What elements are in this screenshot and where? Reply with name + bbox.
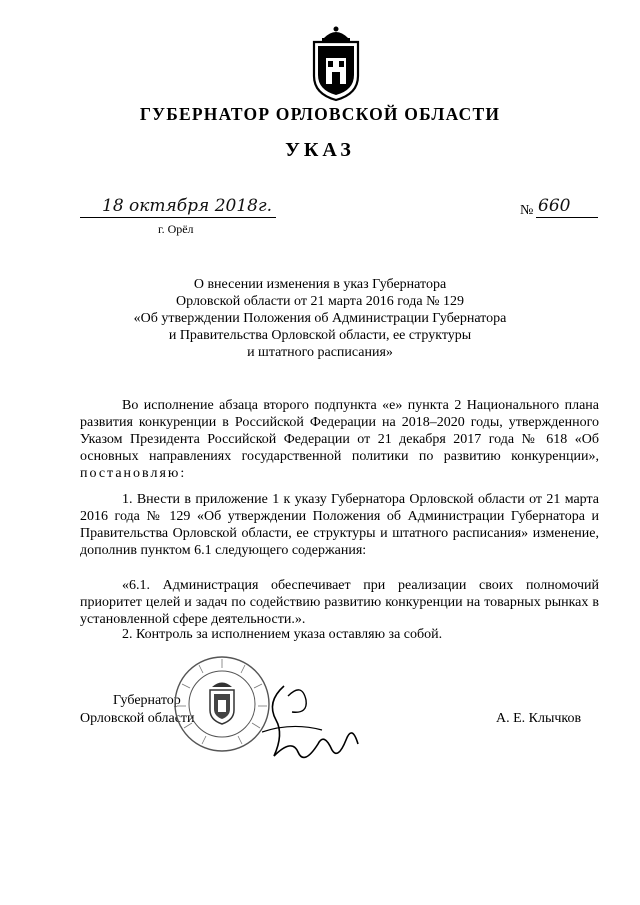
- item-2: 2. Контроль за исполнением указа оставляю за собой.: [122, 627, 443, 642]
- issue-city: г. Орёл: [158, 222, 194, 236]
- coat-of-arms-icon: [306, 24, 366, 102]
- document-type: УКАЗ: [285, 139, 355, 161]
- handwritten-number: 660: [538, 196, 571, 216]
- item-1: [80, 491, 599, 559]
- subject-line: и штатного расписания»: [247, 345, 393, 360]
- decree-subject: [0, 276, 640, 361]
- preamble-text: Во исполнение абзаца второго подпункта «е» пункта 2 Национального плана развития конкуренции в Российской Федерации на 2018–2020 годы, утвержденного Указом Президента Российской Федерации от 21 декабря 2017 года № 618 «Об основных направлениях государственной политики по развитию конкуренции»,: [80, 398, 599, 464]
- number-sign: №: [520, 203, 534, 218]
- decree-word: постановляю:: [80, 466, 187, 481]
- item-1-text: 1. Внести в приложение 1 к указу Губернатора Орловской области от 21 марта 2016 года № 129 «Об утверждении Положения об Администрации Губернатора и Правительства Орловской области, ее структуры и штатного расписания» изменение, дополнив пунктом 6.1 следующего содержания:: [80, 492, 599, 558]
- signatory-title-line2: Орловской области: [80, 711, 195, 726]
- subject-line: О внесении изменения в указ Губернатора: [193, 277, 447, 292]
- handwritten-date: 18 октября 2018г.: [102, 196, 272, 216]
- signatory-title-line1: Губернатор: [113, 693, 181, 708]
- number-underline: [536, 217, 598, 218]
- official-seal-icon: [172, 654, 272, 754]
- date-underline: [80, 217, 276, 218]
- signatory-name: А. Е. Клычков: [496, 711, 582, 726]
- subject-line: «Об утверждении Положения об Администрации Губернатора: [133, 311, 507, 326]
- subject-line: и Правительства Орловской области, ее структуры: [168, 328, 472, 343]
- issuer-title: ГУБЕРНАТОР ОРЛОВСКОЙ ОБЛАСТИ: [139, 104, 501, 124]
- subject-line: Орловской области от 21 марта 2016 года № 129: [176, 294, 464, 309]
- item-1-quote: «6.1. Администрация обеспечивает при реализации своих полномочий приоритет целей и задач по содействию развитию конкуренции на товарных рынках в установленной сфере деятельности.».: [80, 578, 599, 627]
- handwritten-signature-icon: [262, 674, 362, 774]
- preamble: [80, 397, 599, 482]
